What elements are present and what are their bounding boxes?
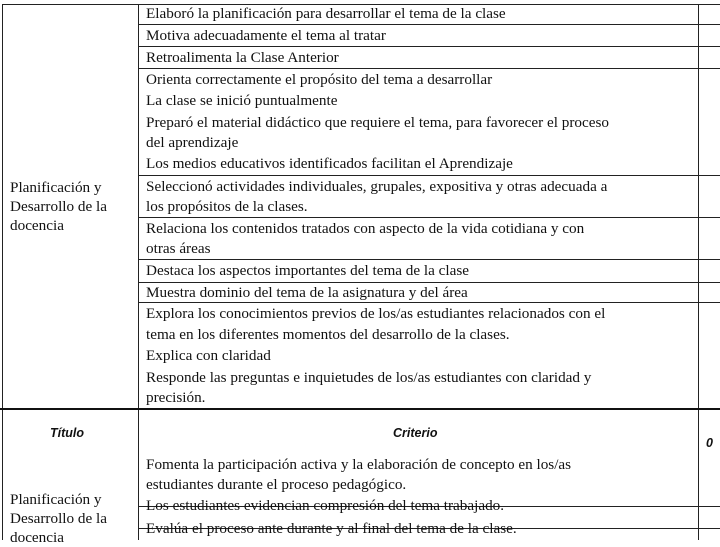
evaluation-table-bottom xyxy=(0,410,720,546)
criteria-text: Relaciona los contenidos tratados con aspecto de la vida cotidiana y con xyxy=(146,220,585,237)
criteria-text: Seleccionó actividades individuales, grupales, expositiva y otras adecuada a xyxy=(146,178,608,195)
column-divider xyxy=(698,410,699,540)
criteria-text: tema en los diferentes momentos del desarrollo de la clases. xyxy=(146,326,510,343)
header-score: 0 xyxy=(706,436,713,450)
criteria-text: Evalúa el proceso ante durante y al final del tema de la clase. xyxy=(146,520,517,537)
criteria-text: Motiva adecuadamente el tema al tratar xyxy=(146,27,386,44)
column-divider xyxy=(138,4,139,408)
table-border-left xyxy=(2,4,3,408)
criteria-text: Explora los conocimientos previos de los/as estudiantes relacionados con el xyxy=(146,305,606,322)
criteria-text: Orienta correctamente el propósito del tema a desarrollar xyxy=(146,71,493,88)
header-criterio: Criterio xyxy=(393,426,438,440)
column-divider xyxy=(698,4,699,408)
criteria-text: otras áreas xyxy=(146,240,211,257)
criteria-text: Retroalimenta la Clase Anterior xyxy=(146,49,339,66)
criteria-text: Fomenta la participación activa y la elaboración de concepto en los/as xyxy=(146,456,572,473)
header-title: Título xyxy=(50,426,85,440)
criteria-text: Destaca los aspectos importantes del tema de la clase xyxy=(146,262,470,279)
criteria-text: Elaboró la planificación para desarrollar el tema de la clase xyxy=(146,5,506,22)
criteria-text: precisión. xyxy=(146,389,206,406)
section-label: Planificación y Desarrollo de la docencia xyxy=(10,491,107,546)
column-divider xyxy=(138,410,139,540)
table-border-left xyxy=(2,410,3,540)
criteria-text: La clase se inició puntualmente xyxy=(146,92,338,109)
criteria-text: del aprendizaje xyxy=(146,134,239,151)
criteria-text: Los medios educativos identificados facilitan el Aprendizaje xyxy=(146,155,513,172)
section-label: Planificación y Desarrollo de la docencia xyxy=(10,179,107,234)
criteria-text: los propósitos de la clases. xyxy=(146,198,308,215)
criteria-text: Responde las preguntas e inquietudes de los/as estudiantes con claridad y xyxy=(146,369,592,386)
criteria-text: Explica con claridad xyxy=(146,347,271,364)
criteria-text: Muestra dominio del tema de la asignatura y del área xyxy=(146,284,468,301)
criteria-text: Los estudiantes evidencian compresión del tema trabajado. xyxy=(146,497,505,514)
criteria-text: estudiantes durante el proceso pedagógico. xyxy=(146,476,407,493)
criteria-text: Preparó el material didáctico que requiere el tema, para favorecer el proceso xyxy=(146,114,609,131)
